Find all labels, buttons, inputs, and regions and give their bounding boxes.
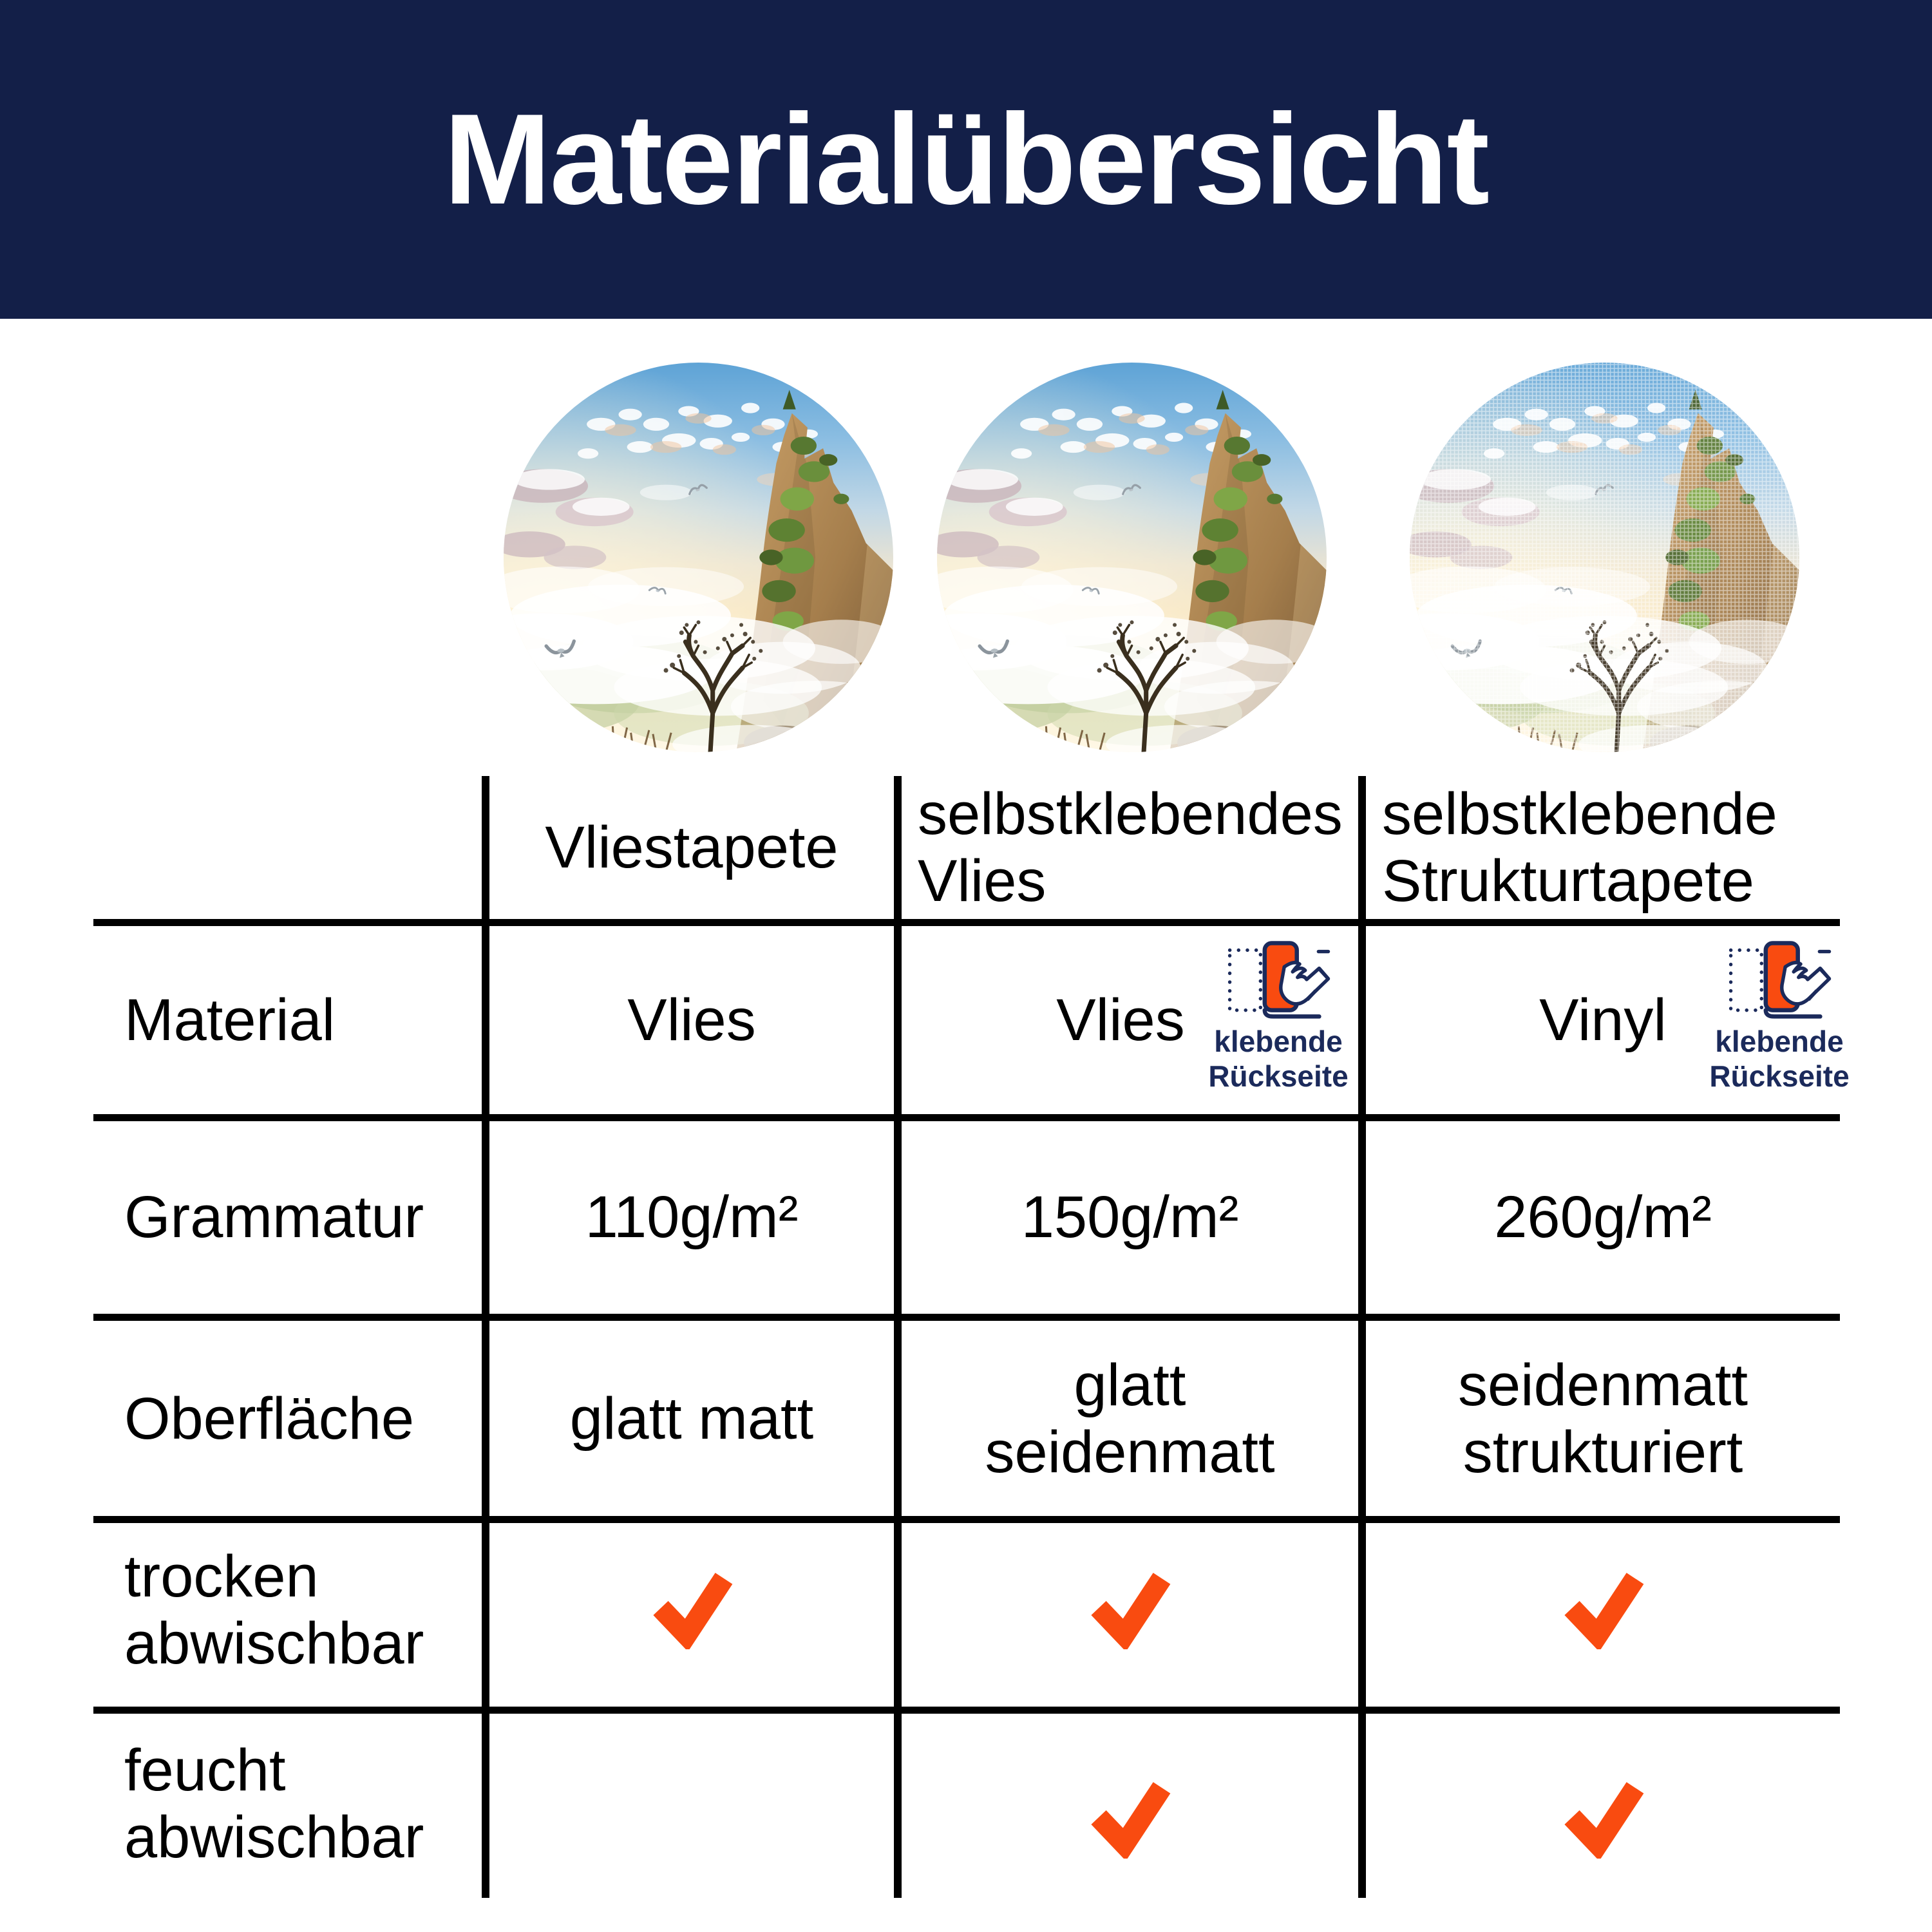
checkmark-icon <box>1088 1776 1171 1859</box>
checkmark-icon <box>650 1567 733 1649</box>
column-header-selbstklebendes-vlies <box>918 776 1356 919</box>
cell-oberflaeche-vliestapete: glatt matt <box>569 1385 814 1452</box>
product-photo-strukturtapete <box>1410 363 1799 752</box>
adhesive-backing-badge <box>1699 939 1860 1094</box>
table-rule-horizontal-3 <box>93 1314 1840 1321</box>
row-label-feucht-abwischbar: feucht abwischbar <box>124 1738 424 1870</box>
cell-grammatur-selbstklebendes-vlies: 150g/m² <box>1021 1184 1239 1250</box>
row-label-material: Material <box>124 987 336 1053</box>
table-rule-horizontal-5 <box>93 1707 1840 1714</box>
column-header-label: Strukturtapete <box>1382 848 1754 914</box>
row-label-grammatur: Grammatur <box>124 1184 424 1250</box>
mountain-landscape-image <box>937 363 1327 752</box>
column-header-vliestapete <box>489 776 894 919</box>
header-banner <box>0 0 1932 319</box>
mountain-landscape-textured-image <box>1410 363 1799 752</box>
column-header-label: selbstklebendes <box>918 781 1343 847</box>
cell-material-selbstklebendes-vlies: Vlies <box>1056 987 1185 1053</box>
product-photo-vliestapete <box>504 363 893 752</box>
cell-grammatur-vliestapete: 110g/m² <box>585 1184 799 1250</box>
adhesive-backing-label: klebende Rückseite <box>1709 1025 1850 1093</box>
cell-grammatur-strukturtapete: 260g/m² <box>1494 1184 1712 1250</box>
peel-hand-icon <box>1226 939 1332 1021</box>
row-label-trocken-abwischbar: trocken abwischbar <box>124 1544 424 1676</box>
column-header-label: selbstklebende <box>1382 781 1777 847</box>
checkmark-icon <box>1088 1567 1171 1649</box>
mountain-landscape-image <box>504 363 893 752</box>
table-rule-horizontal-4 <box>93 1516 1840 1523</box>
peel-hand-icon <box>1727 939 1833 1021</box>
table-rule-horizontal-1 <box>93 919 1840 926</box>
page-title: Materialübersicht <box>443 87 1489 231</box>
column-header-strukturtapete <box>1382 776 1833 919</box>
checkmark-icon <box>1562 1567 1644 1649</box>
adhesive-backing-label: klebende Rückseite <box>1208 1025 1349 1093</box>
cell-material-vliestapete: Vlies <box>627 987 756 1053</box>
cell-oberflaeche-strukturtapete: seidenmatt strukturiert <box>1457 1352 1748 1485</box>
column-header-label: Vlies <box>918 848 1046 914</box>
cell-oberflaeche-selbstklebendes-vlies: glatt seidenmatt <box>985 1352 1275 1485</box>
table-rule-vertical-2 <box>894 776 902 1898</box>
table-rule-vertical-3 <box>1358 776 1366 1898</box>
adhesive-backing-badge <box>1198 939 1359 1094</box>
column-header-label: Vliestapete <box>545 815 838 880</box>
row-label-oberflaeche: Oberfläche <box>124 1385 415 1452</box>
cell-material-strukturtapete: Vinyl <box>1539 987 1667 1053</box>
product-photo-selbstklebendes-vlies <box>937 363 1327 752</box>
checkmark-icon <box>1562 1776 1644 1859</box>
table-rule-vertical-1 <box>482 776 489 1898</box>
